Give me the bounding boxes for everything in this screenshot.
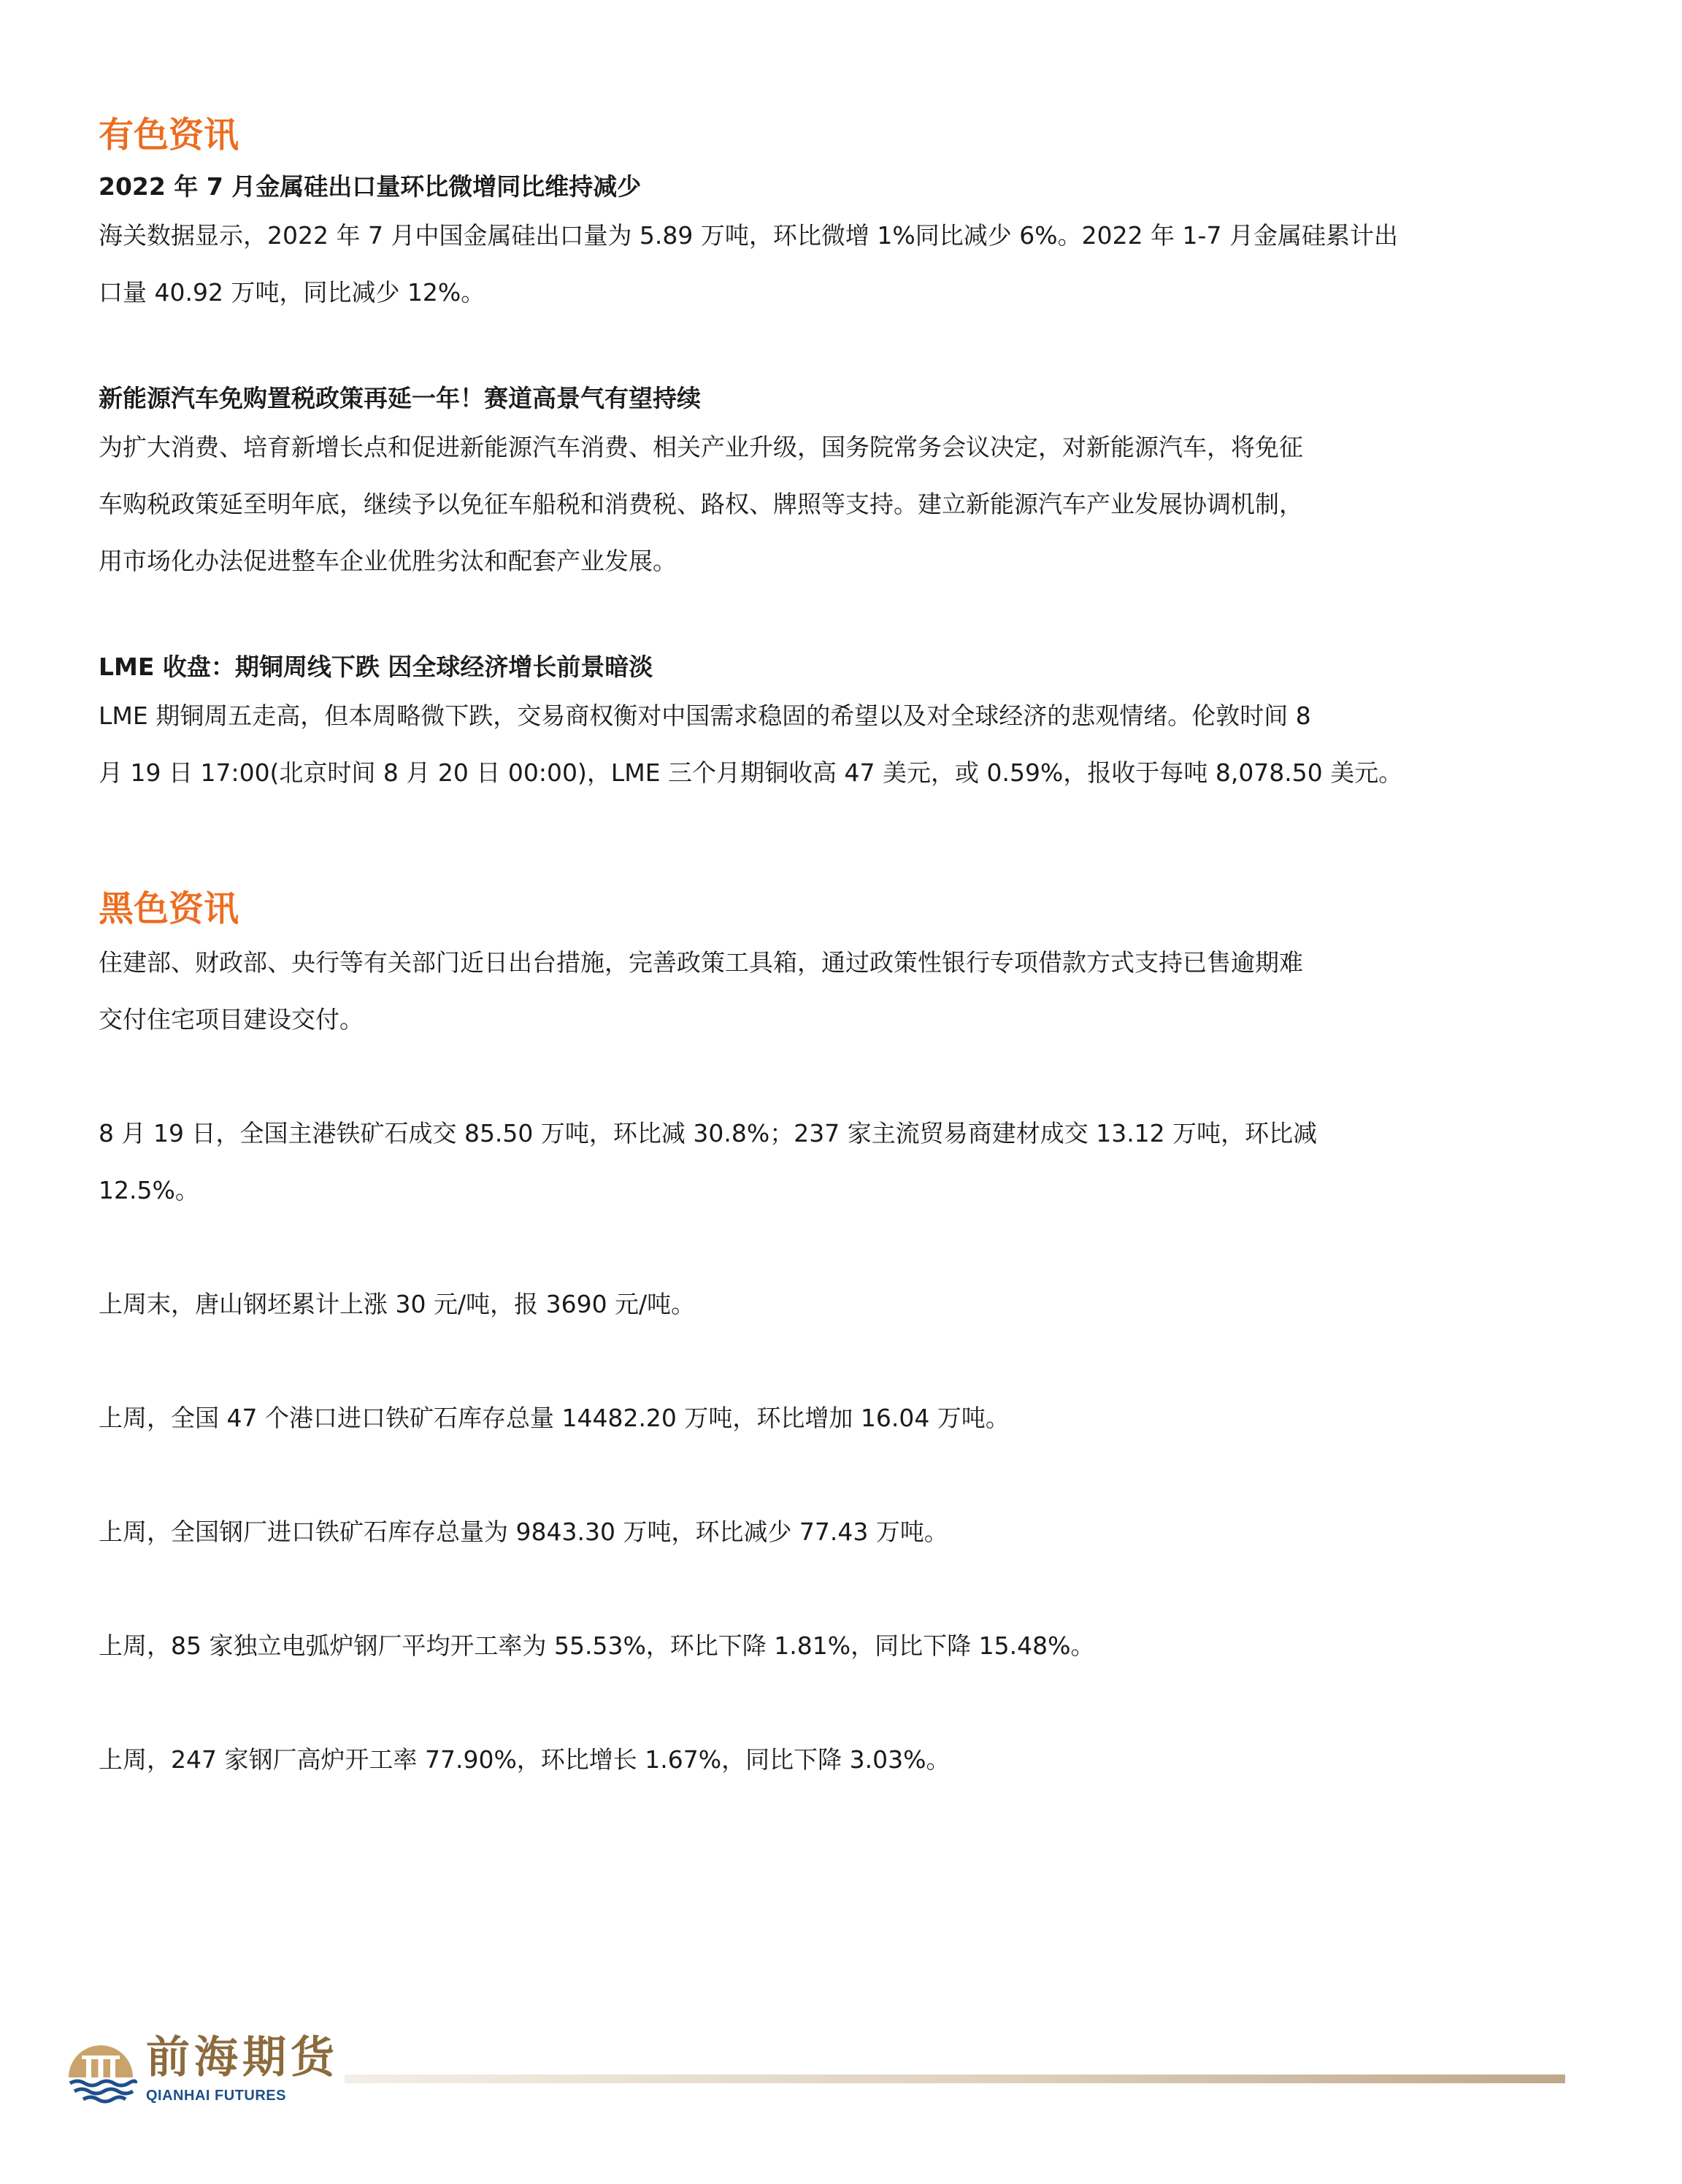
news-body-line: 车购税政策延至明年底，继续予以免征车船税和消费税、路权、牌照等支持。建立新能源汽车产业发展协调机制， <box>99 490 1303 518</box>
logo-english-name: QIANHAI FUTURES <box>146 2088 286 2104</box>
news-body-line: 为扩大消费、培育新增长点和促进新能源汽车消费、相关产业升级，国务院常务会议决定，对新能源汽车，将免征 <box>99 433 1303 461</box>
logo-chinese-name: 前海期货 <box>146 2032 339 2083</box>
news-paragraph <box>99 1618 1559 1674</box>
page-footer <box>64 2029 1568 2117</box>
footer-divider <box>345 2075 1565 2083</box>
page-content <box>99 109 1559 1788</box>
news-headline: 2022 年 7 月金属硅出口量环比微增同比维持减少 <box>99 172 642 201</box>
news-body-line: 住建部、财政部、央行等有关部门近日出台措施，完善政策工具箱，通过政策性银行专项借款方式支持已售逾期难 <box>99 948 1303 977</box>
news-headline: LME 收盘：期铜周线下跌 因全球经济增长前景暗淡 <box>99 653 653 681</box>
news-body-line: 用市场化办法促进整车企业优胜劣汰和配套产业发展。 <box>99 547 677 575</box>
news-paragraph <box>99 934 1559 1048</box>
news-body-line: 上周末，唐山钢坯累计上涨 30 元/吨，报 3690 元/吨。 <box>99 1290 696 1318</box>
news-body-line: 上周，85 家独立电弧炉钢厂平均开工率为 55.53%，环比下降 1.81%，同比下降 15.48%。 <box>99 1631 1095 1660</box>
news-paragraph <box>99 1390 1559 1447</box>
news-headline: 新能源汽车免购置税政策再延一年！赛道高景气有望持续 <box>99 384 701 412</box>
news-body-line: 上周，247 家钢厂高炉开工率 77.90%，环比增长 1.67%，同比下降 3.03%。 <box>99 1745 951 1774</box>
news-body-line: 上周，全国钢厂进口铁矿石库存总量为 9843.30 万吨，环比减少 77.43 万吨。 <box>99 1518 948 1546</box>
news-paragraph <box>99 1731 1559 1788</box>
news-item-nev-tax <box>99 378 1559 590</box>
section-title-ferrous: 黑色资讯 <box>99 888 239 929</box>
news-body-line: 口量 40.92 万吨，同比减少 12%。 <box>99 278 485 307</box>
news-body-line: 上周，全国 47 个港口进口铁矿石库存总量 14482.20 万吨，环比增加 16.04 万吨。 <box>99 1404 1010 1432</box>
news-paragraph <box>99 1276 1559 1333</box>
news-body-line: 12.5%。 <box>99 1176 199 1204</box>
news-body-line: 月 19 日 17:00(北京时间 8 月 20 日 00:00)，LME 三个月期铜收高 47 美元，或 0.59%，报收于每吨 8,078.50 美元。 <box>99 758 1403 787</box>
news-item-lme-copper <box>99 647 1559 801</box>
news-item-silicon-export <box>99 166 1559 321</box>
news-paragraph <box>99 1504 1559 1561</box>
section-title-nonferrous: 有色资讯 <box>99 115 239 155</box>
news-body-line: 海关数据显示，2022 年 7 月中国金属硅出口量为 5.89 万吨，环比微增 1%同比减少 6%。2022 年 1-7 月金属硅累计出 <box>99 221 1398 250</box>
news-body-line: 交付住宅项目建设交付。 <box>99 1005 364 1034</box>
qianhai-logo-icon <box>64 2037 137 2110</box>
news-paragraph <box>99 1105 1559 1219</box>
news-body-line: 8 月 19 日，全国主港铁矿石成交 85.50 万吨，环比减 30.8%；237 家主流贸易商建材成交 13.12 万吨，环比减 <box>99 1119 1318 1147</box>
news-body-line: LME 期铜周五走高，但本周略微下跌，交易商权衡对中国需求稳固的希望以及对全球经济的悲观情绪。伦敦时间 8 <box>99 701 1311 730</box>
